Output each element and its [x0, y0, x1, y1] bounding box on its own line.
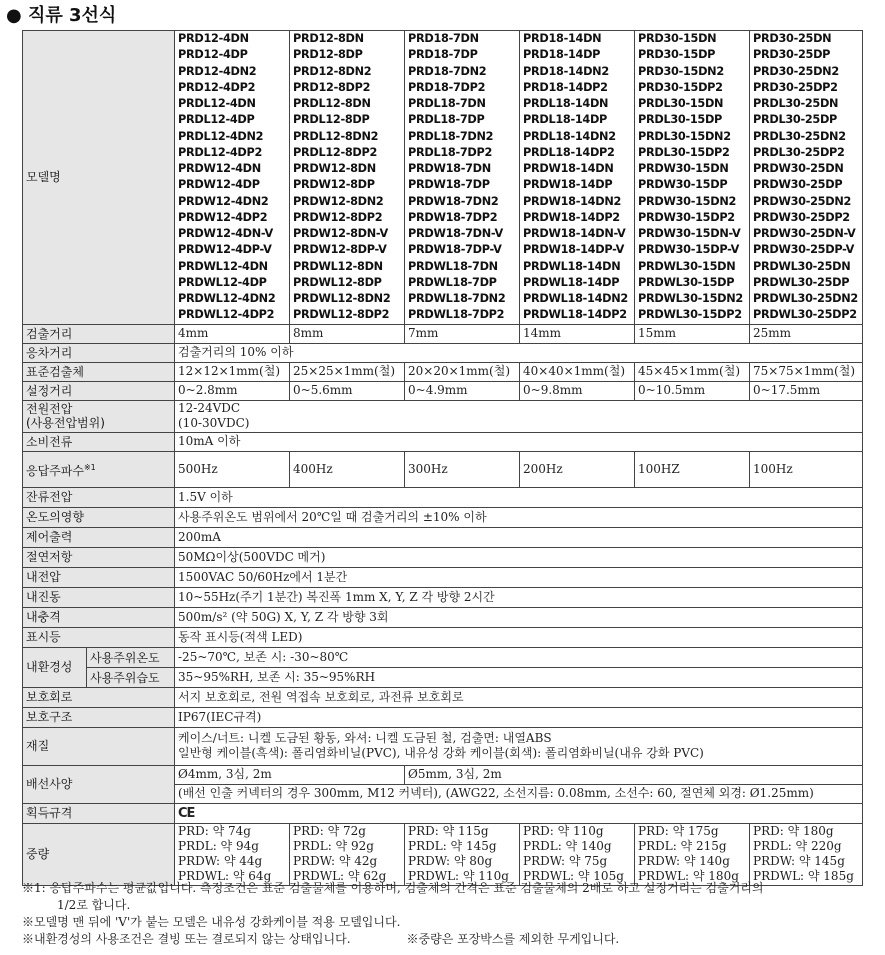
model-name: PRDW30-15DP-V	[638, 243, 740, 257]
model-name: PRD18-14DP	[523, 48, 601, 62]
model-name: PRDWL30-25DN	[753, 259, 851, 273]
weight-value: PRDL: 약 215g	[638, 839, 727, 853]
model-name: PRDW12-8DN2	[293, 194, 384, 208]
weight-value: PRDWL: 약 180g	[638, 869, 739, 883]
model-name: PRDW12-8DN	[293, 162, 376, 175]
approval-value	[175, 803, 863, 823]
model-name: PRDW18-7DP2	[408, 210, 498, 224]
model-name: PRDW18-14DP2	[523, 210, 620, 224]
footnote-mark: ※1	[83, 462, 96, 472]
row-hysteresis	[23, 343, 863, 362]
label-residual: 잔류전압	[23, 487, 175, 507]
model-name: PRDW30-25DP	[753, 178, 843, 192]
model-name: PRD18-7DP	[408, 48, 478, 62]
model-list-col-3	[405, 31, 520, 325]
row-supply	[23, 400, 863, 432]
response-value: 200Hz	[520, 451, 635, 487]
model-name: PRDL18-7DP2	[408, 145, 493, 159]
label-supply	[23, 400, 175, 432]
model-name: PRDL18-14DP2	[523, 145, 615, 159]
model-name: PRDW18-14DN2	[523, 194, 622, 208]
response-value: 100HZ	[635, 451, 750, 487]
model-name: PRDWL30-25DP	[753, 275, 850, 289]
ce-mark-icon: CE	[178, 805, 195, 821]
footnote-1: ※1: 응답주파수는 평균값입니다. 측정조건은 표준 검출물체를 이용하며, 검출체의 간격은 표준 검출물체의 2배로 하고 설정거리는 검출거리의	[22, 881, 764, 895]
distance-value: 14mm	[520, 324, 635, 343]
weight-value: PRD: 약 115g	[408, 824, 489, 838]
label-env-humidity: 사용주위습도	[87, 667, 175, 687]
material-value	[175, 727, 863, 765]
model-name: PRD30-25DN	[753, 32, 832, 45]
row-output	[23, 527, 863, 547]
model-name: PRD12-8DP2	[293, 80, 371, 94]
weight-value: PRDL: 약 94g	[178, 839, 259, 853]
weight-value: PRDWL: 약 64g	[178, 869, 272, 883]
weight-value: PRDW: 약 80g	[408, 854, 493, 868]
model-name: PRDWL18-7DN2	[408, 292, 506, 305]
model-list-col-5	[635, 31, 750, 325]
model-name: PRDWL12-8DN2	[293, 292, 391, 305]
label-response-text: 응답주파수	[26, 463, 84, 478]
model-name: PRDL18-7DN2	[408, 129, 494, 143]
model-name: PRDWL30-25DN2	[753, 292, 858, 305]
weight-value: PRDW: 약 75g	[523, 854, 608, 868]
residual-value: 1.5V 이하	[175, 487, 863, 507]
weight-list-col-1	[175, 823, 290, 885]
spec-table	[22, 30, 863, 886]
row-temp-effect	[23, 507, 863, 527]
label-response	[23, 451, 175, 487]
model-name: PRDWL12-8DN	[293, 259, 383, 273]
model-name: PRDWL12-4DP	[178, 275, 267, 289]
cable-detail: (배선 인출 커넥터의 경우 300mm, M12 커넥터), (AWG22, 소선지름: 0.08mm, 소선수: 60, 절연체 외경: Ø1.25mm)	[175, 784, 863, 803]
label-material: 재질	[23, 727, 175, 765]
row-distance	[23, 324, 863, 343]
weight-value: PRDL: 약 220g	[753, 839, 842, 853]
label-supply-main: 전원전압	[26, 402, 73, 416]
row-residual	[23, 487, 863, 507]
row-target	[23, 362, 863, 381]
env-temp-value: -25~70℃, 보존 시: -30~80℃	[175, 647, 863, 667]
model-name: PRD18-7DN2	[408, 64, 487, 78]
shock-value: 500m/s² (약 50G) X, Y, Z 각 방향 3회	[175, 607, 863, 627]
model-name: PRDWL12-4DN2	[178, 292, 276, 305]
setting-value: 0~17.5mm	[750, 381, 863, 400]
row-protection-structure	[23, 707, 863, 727]
target-value: 75×75×1mm(철)	[750, 362, 863, 381]
label-shock: 내충격	[23, 607, 175, 627]
model-list-col-6	[750, 31, 863, 325]
model-name: PRDL12-4DN2	[178, 129, 264, 143]
model-name: PRD12-4DN2	[178, 64, 257, 78]
model-name: PRD18-14DP2	[523, 80, 608, 94]
model-name: PRDW30-15DP	[638, 178, 728, 192]
model-name: PRDW30-15DN-V	[638, 227, 741, 240]
row-weight	[23, 823, 863, 885]
weight-value: PRDL: 약 140g	[523, 839, 612, 853]
model-name: PRDW12-8DP2	[293, 210, 383, 224]
model-name: PRDL18-7DP	[408, 113, 485, 127]
cable-spec-small: Ø4mm, 3심, 2m	[175, 765, 405, 784]
weight-list-col-4	[520, 823, 635, 885]
weight-value: PRD: 약 74g	[178, 824, 251, 838]
row-env-humidity	[23, 667, 863, 687]
footnote-3: ※내환경성의 사용조건은 결빙 또는 결로되지 않는 상태입니다.	[22, 932, 351, 946]
label-environment: 내환경성	[23, 647, 87, 687]
label-hysteresis: 응차거리	[23, 343, 175, 362]
target-value: 40×40×1mm(철)	[520, 362, 635, 381]
model-name: PRD18-14DN2	[523, 64, 609, 78]
row-approval	[23, 803, 863, 823]
model-name: PRDWL12-8DP2	[293, 308, 390, 322]
model-name: PRDL12-8DN	[293, 97, 371, 110]
label-temp-effect: 온도의영향	[23, 507, 175, 527]
model-name: PRDW12-4DN	[178, 162, 261, 175]
model-name: PRDW12-4DP-V	[178, 243, 272, 257]
model-name: PRDWL30-15DP	[638, 275, 735, 289]
model-name: PRDW12-4DN2	[178, 194, 269, 208]
footnote-2: ※모델명 맨 뒤에 'V'가 붙는 모델은 내유성 강화케이블 적용 모델입니다.	[22, 915, 401, 929]
weight-value: PRDW: 약 44g	[178, 854, 263, 868]
model-name: PRDW18-14DP-V	[523, 243, 625, 257]
weight-value: PRDL: 약 92g	[293, 839, 374, 853]
model-name: PRDWL18-7DP2	[408, 308, 505, 322]
supply-voltage-range: (10-30VDC)	[178, 416, 250, 430]
weight-value: PRDWL: 약 105g	[523, 869, 624, 883]
weight-value: PRDW: 약 140g	[638, 854, 730, 868]
model-name: PRDL30-15DN	[638, 97, 724, 110]
model-name: PRDW18-7DP	[408, 178, 490, 192]
vibration-value: 10~55Hz(주기 1분간) 복진폭 1mm X, Y, Z 각 방향 2시간	[175, 587, 863, 607]
model-name: PRDW30-15DN2	[638, 194, 737, 208]
dielectric-value: 1500VAC 50/60Hz에서 1분간	[175, 567, 863, 587]
protection-circuit-value: 서지 보호회로, 전원 역접속 보호회로, 과전류 보호회로	[175, 687, 863, 707]
cable-spec-large: Ø5mm, 3심, 2m	[405, 765, 863, 784]
model-name: PRDW12-8DP	[293, 178, 375, 192]
weight-list-col-3	[405, 823, 520, 885]
model-name: PRDWL18-7DN	[408, 259, 498, 273]
footnote-4: ※중량은 포장박스를 제외한 무게입니다.	[406, 932, 620, 946]
label-distance: 검출거리	[23, 324, 175, 343]
model-name: PRDL12-8DP2	[293, 145, 378, 159]
label-protection-structure: 보호구조	[23, 707, 175, 727]
row-dielectric	[23, 567, 863, 587]
row-cable-1	[23, 765, 863, 784]
model-name: PRDWL30-15DP2	[638, 308, 742, 322]
supply-voltage: 12-24VDC	[178, 401, 241, 415]
protection-structure-value: IP67(IEC규격)	[175, 707, 863, 727]
model-name: PRD30-15DN	[638, 32, 717, 45]
model-name: PRDL12-4DN	[178, 97, 256, 110]
model-name: PRDW12-8DP-V	[293, 243, 387, 257]
setting-value: 0~10.5mm	[635, 381, 750, 400]
model-list-col-1	[175, 31, 290, 325]
model-name: PRDL30-25DP2	[753, 145, 845, 159]
model-name: PRDW12-4DP2	[178, 210, 268, 224]
model-name: PRD30-15DN2	[638, 64, 724, 78]
distance-value: 7mm	[405, 324, 520, 343]
model-name: PRDW30-15DN	[638, 162, 729, 175]
model-name: PRD12-4DP2	[178, 80, 256, 94]
row-current	[23, 432, 863, 451]
weight-value: PRD: 약 175g	[638, 824, 719, 838]
model-name: PRDWL18-14DP	[523, 275, 620, 289]
model-name: PRDW12-8DN-V	[293, 227, 388, 240]
label-target: 표준검출체	[23, 362, 175, 381]
model-name: PRDWL12-4DP2	[178, 308, 275, 322]
distance-value: 4mm	[175, 324, 290, 343]
model-name: PRD30-15DP2	[638, 80, 723, 94]
model-name: PRD12-8DN	[293, 32, 364, 45]
label-cable: 배선사양	[23, 765, 175, 803]
model-name: PRDWL30-15DN2	[638, 292, 743, 305]
row-protection-circuit	[23, 687, 863, 707]
model-name: PRDL12-4DP	[178, 113, 255, 127]
model-name: PRDWL18-14DN2	[523, 292, 628, 305]
weight-value: PRD: 약 72g	[293, 824, 366, 838]
target-value: 25×25×1mm(철)	[290, 362, 405, 381]
label-weight: 중량	[23, 823, 175, 885]
env-humidity-value: 35~95%RH, 보존 시: 35~95%RH	[175, 667, 863, 687]
model-name: PRD30-25DP	[753, 48, 831, 62]
model-name: PRD12-8DP	[293, 48, 363, 62]
model-name: PRD12-4DN	[178, 32, 249, 45]
model-name: PRDL18-14DN2	[523, 129, 616, 143]
weight-value: PRDWL: 약 62g	[293, 869, 387, 883]
page-title: ● 직류 3선식	[6, 5, 117, 26]
model-name: PRDW18-7DP-V	[408, 243, 502, 257]
label-model: 모델명	[23, 31, 175, 325]
response-value: 400Hz	[290, 451, 405, 487]
model-name: PRDWL18-14DN	[523, 259, 621, 273]
hysteresis-value: 검출거리의 10% 이하	[175, 343, 863, 362]
label-insulation: 절연저항	[23, 547, 175, 567]
model-name: PRDL30-15DN2	[638, 129, 731, 143]
model-name: PRDW18-7DN2	[408, 194, 499, 208]
model-name: PRDWL18-7DP	[408, 275, 497, 289]
row-material	[23, 727, 863, 765]
model-name: PRD30-25DP2	[753, 80, 838, 94]
model-name: PRDWL12-4DN	[178, 259, 268, 273]
model-name: PRDL18-14DN	[523, 97, 609, 110]
label-vibration: 내진동	[23, 587, 175, 607]
model-name: PRDW18-14DN-V	[523, 227, 626, 240]
label-supply-range: (사용전압범위)	[26, 416, 105, 430]
model-name: PRDW18-14DN	[523, 162, 614, 175]
row-shock	[23, 607, 863, 627]
model-name: PRDW30-25DN2	[753, 194, 852, 208]
model-name: PRD12-4DP	[178, 48, 248, 62]
weight-value: PRDW: 약 145g	[753, 854, 845, 868]
target-value: 45×45×1mm(철)	[635, 362, 750, 381]
model-name: PRD30-25DN2	[753, 64, 839, 78]
model-name: PRDW30-25DN-V	[753, 227, 856, 240]
setting-value: 0~5.6mm	[290, 381, 405, 400]
material-line-1: 케이스/너트: 니켈 도금된 황동, 와셔: 니켈 도금된 철, 검출면: 내열ABS	[178, 731, 552, 745]
label-env-temp: 사용주위온도	[87, 647, 175, 667]
setting-value: 0~4.9mm	[405, 381, 520, 400]
label-approval: 획득규격	[23, 803, 175, 823]
temp-effect-value: 사용주위온도 범위에서 20℃일 때 검출거리의 ±10% 이하	[175, 507, 863, 527]
distance-value: 15mm	[635, 324, 750, 343]
model-name: PRD30-15DP	[638, 48, 716, 62]
weight-value: PRDWL: 약 185g	[753, 869, 854, 883]
weight-value: PRDL: 약 145g	[408, 839, 497, 853]
target-value: 12×12×1mm(철)	[175, 362, 290, 381]
model-name: PRDL12-8DP	[293, 113, 370, 127]
target-value: 20×20×1mm(철)	[405, 362, 520, 381]
model-name: PRDW30-15DP2	[638, 210, 735, 224]
model-name: PRDW30-25DP2	[753, 210, 850, 224]
row-response	[23, 451, 863, 487]
indicator-value: 동작 표시등(적색 LED)	[175, 627, 863, 647]
weight-list-col-6	[750, 823, 863, 885]
distance-value: 25mm	[750, 324, 863, 343]
model-name: PRDWL12-8DP	[293, 275, 382, 289]
label-protection-circuit: 보호회로	[23, 687, 175, 707]
footnote-1-continued: 1/2로 합니다.	[57, 898, 131, 912]
model-name: PRD18-7DP2	[408, 80, 486, 94]
model-name: PRDL18-14DP	[523, 113, 608, 127]
model-name: PRDW12-4DN-V	[178, 227, 273, 240]
response-value: 100Hz	[750, 451, 863, 487]
model-name: PRDWL30-15DN	[638, 259, 736, 273]
model-name: PRDW18-14DP	[523, 178, 613, 192]
model-list-col-2	[290, 31, 405, 325]
output-value: 200mA	[175, 527, 863, 547]
model-name: PRDL18-7DN	[408, 97, 486, 110]
row-setting	[23, 381, 863, 400]
model-name: PRDW30-25DN	[753, 162, 844, 175]
model-name: PRDW18-7DN-V	[408, 227, 503, 240]
setting-value: 0~9.8mm	[520, 381, 635, 400]
row-indicator	[23, 627, 863, 647]
row-model	[23, 31, 863, 325]
response-value: 300Hz	[405, 451, 520, 487]
weight-list-col-5	[635, 823, 750, 885]
model-name: PRDW30-25DP-V	[753, 243, 855, 257]
supply-value	[175, 400, 863, 432]
model-name: PRDL30-25DN	[753, 97, 839, 110]
model-name: PRDL12-8DN2	[293, 129, 379, 143]
label-output: 제어출력	[23, 527, 175, 547]
model-name: PRDL30-15DP	[638, 113, 723, 127]
model-name: PRDL12-4DP2	[178, 145, 263, 159]
weight-value: PRD: 약 110g	[523, 824, 604, 838]
distance-value: 8mm	[290, 324, 405, 343]
model-name: PRDWL30-25DP2	[753, 308, 857, 322]
weight-value: PRDWL: 약 110g	[408, 869, 509, 883]
model-name: PRDWL18-14DP2	[523, 308, 627, 322]
row-env-temp	[23, 647, 863, 667]
model-name: PRDW12-4DP	[178, 178, 260, 192]
model-name: PRDL30-25DP	[753, 113, 838, 127]
label-dielectric: 내전압	[23, 567, 175, 587]
response-value: 500Hz	[175, 451, 290, 487]
weight-value: PRD: 약 180g	[753, 824, 834, 838]
current-value: 10mA 이하	[175, 432, 863, 451]
model-name: PRD18-14DN	[523, 32, 602, 45]
footnotes	[22, 880, 867, 948]
weight-list-col-2	[290, 823, 405, 885]
label-current: 소비전류	[23, 432, 175, 451]
model-name: PRD12-8DN2	[293, 64, 372, 78]
model-name: PRDW18-7DN	[408, 162, 491, 175]
row-vibration	[23, 587, 863, 607]
model-list-col-4	[520, 31, 635, 325]
model-name: PRD18-7DN	[408, 32, 479, 45]
model-name: PRDL30-25DN2	[753, 129, 846, 143]
weight-value: PRDW: 약 42g	[293, 854, 378, 868]
footnote-3-4	[22, 931, 867, 948]
row-insulation	[23, 547, 863, 567]
setting-value: 0~2.8mm	[175, 381, 290, 400]
material-line-2: 일반형 케이블(흑색): 폴리염화비닐(PVC), 내유성 강화 케이블(회색): 폴리염화비닐(내유 강화 PVC)	[178, 746, 704, 760]
label-setting: 설정거리	[23, 381, 175, 400]
label-indicator: 표시등	[23, 627, 175, 647]
insulation-value: 50MΩ이상(500VDC 메거)	[175, 547, 863, 567]
model-name: PRDL30-15DP2	[638, 145, 730, 159]
